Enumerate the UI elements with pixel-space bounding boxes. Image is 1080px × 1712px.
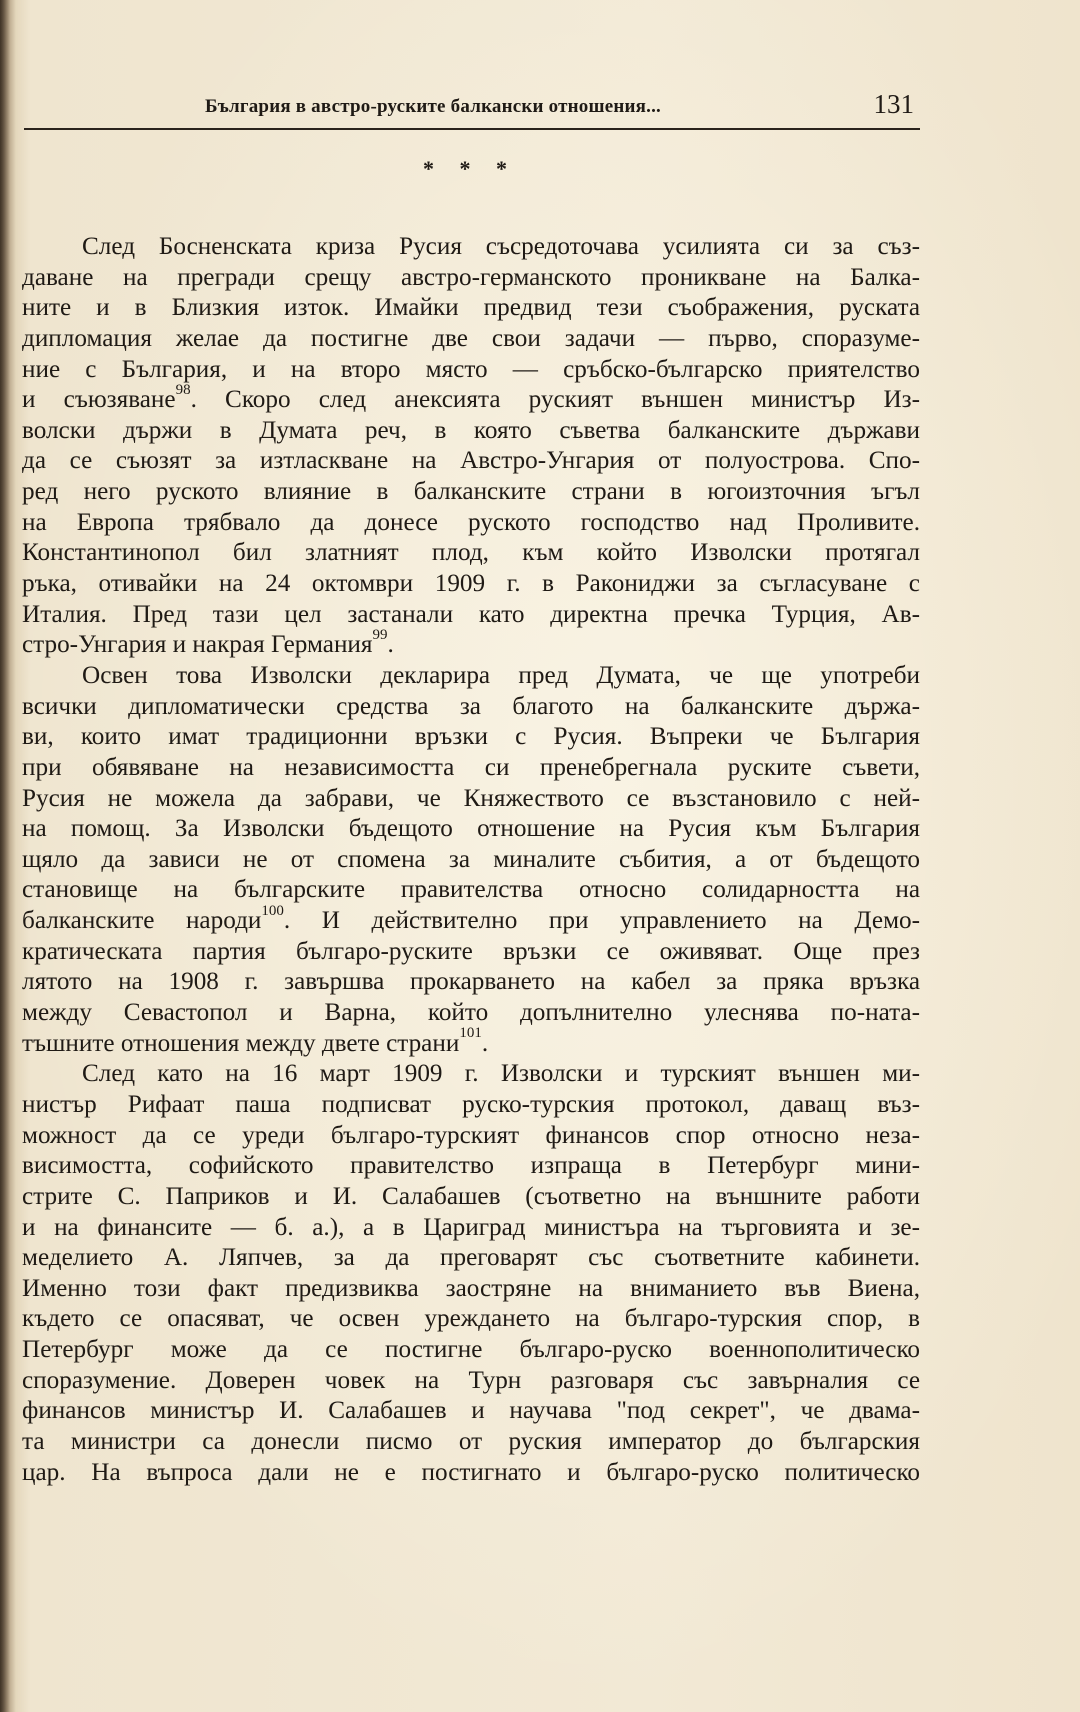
line-text: да се съюзят за изтласкване на Австро-Унгария от полуострова. Спо-: [22, 447, 920, 475]
text-line: [22, 569, 920, 600]
line-text: тъшните отношения между двете страни: [22, 1029, 460, 1057]
footnote-marker: 100: [261, 902, 284, 919]
text-line: [22, 446, 920, 477]
text-line: [22, 1121, 920, 1152]
line-text: всички дипломатически средства за благото на балканските държа-: [22, 692, 920, 720]
line-text: балканските народи: [22, 907, 262, 935]
spine-shadow: [0, 0, 10, 1712]
text-line: [22, 477, 920, 508]
line-text: ние с България, и на второ място — сръбско-българско приятелство: [22, 355, 920, 383]
text-line: [22, 508, 920, 539]
running-head: [22, 86, 920, 126]
line-text: След Босненската криза Русия съсредоточава усилията си за съз-: [82, 233, 920, 260]
line-text: ръка, отивайки на 24 октомври 1909 г. в Ракониджи за съгласуване с: [22, 570, 920, 598]
line-text: Константинопол бил златният плод, към който Изволски протягал: [22, 539, 920, 567]
text-line: [22, 875, 920, 906]
text-line: [22, 1274, 920, 1305]
line-text: висимостта, софийското правителство изпраща в Петербург мини-: [22, 1152, 920, 1180]
text-line: [22, 692, 920, 723]
text-line: [22, 1427, 920, 1458]
line-text: между Севастопол и Варна, който допълнително улеснява по-ната-: [22, 999, 920, 1027]
line-text: ви, които имат традиционни връзки с Русия. Въпреки че България: [22, 723, 920, 751]
line-text-after-footnote: . Скоро след анексията руският външен министър Из-: [190, 386, 920, 414]
footnote-marker: 98: [175, 381, 191, 398]
header-rule: [24, 128, 920, 130]
text-line: [22, 753, 920, 784]
text-line: [22, 1396, 920, 1427]
line-text: нистър Рифаат паша подписват руско-турския протокол, даващ въз-: [22, 1090, 920, 1118]
text-line: [22, 1335, 920, 1366]
text-line: [22, 538, 920, 569]
line-text: Освен това Изволски декларира пред Думата, че ще употреби: [82, 661, 920, 689]
text-line: [22, 232, 920, 263]
line-text: Петербург може да се постигне българо-руско военнополитическо: [22, 1336, 920, 1364]
line-text: на Европа трябвало да донесе руското господство над Проливите.: [22, 508, 920, 536]
section-separator: * * *: [423, 156, 517, 181]
line-text: щяло да зависи не от спомена за миналите събития, а от бъдещото: [22, 845, 920, 873]
text-line: [22, 626, 920, 661]
text-line: [22, 381, 920, 416]
text-line: [22, 1025, 920, 1060]
text-line: [22, 814, 920, 845]
text-line: [22, 937, 920, 968]
text-line: [22, 661, 920, 692]
line-text: и съюзяване: [22, 386, 176, 414]
body-text: [22, 232, 920, 1488]
text-line: [22, 967, 920, 998]
line-text: при обявяване на независимостта си пренебрегнала руските съвети,: [22, 753, 920, 781]
line-text: финансов министър И. Салабашев и научава "под секрет", че двама-: [22, 1397, 920, 1425]
text-line: [22, 722, 920, 753]
line-text: дипломация желае да постигне две свои задачи — първо, споразуме-: [22, 324, 920, 352]
text-line: [22, 1458, 920, 1489]
line-text-after-footnote: . И действително при управлението на Демо-: [283, 907, 920, 935]
text-line: [22, 784, 920, 815]
line-text: лятото на 1908 г. завършва прокарването на кабел за пряка връзка: [22, 968, 920, 996]
text-line: [22, 1243, 920, 1274]
line-text: можност да се уреди българо-турският финансов спор относно неза-: [22, 1121, 920, 1149]
text-line: [22, 416, 920, 447]
text-line: [22, 324, 920, 355]
text-line: [22, 600, 920, 631]
text-line: [22, 902, 920, 937]
line-text: стрите С. Паприков и И. Салабашев (съответно на външните работи: [22, 1182, 920, 1210]
line-text: та министри са донесли писмо от руския император до българския: [22, 1427, 920, 1455]
line-text: и на финансите — б. а.), а в Цариград министъра на търговията и зе-: [22, 1213, 920, 1241]
text-line: [22, 1304, 920, 1335]
text-line: [22, 1151, 920, 1182]
line-text: Именно този факт предизвиква заостряне на вниманието във Виена,: [22, 1274, 920, 1302]
text-line: [22, 1366, 920, 1397]
line-text: меделието А. Ляпчев, за да преговарят със съответните кабинети.: [22, 1244, 920, 1272]
line-text: където се опасяват, че освен уреждането на българо-турския спор, в: [22, 1305, 920, 1333]
text-line: [22, 1090, 920, 1121]
line-text: Русия не можела да забрави, че Княжеството се възстановило с ней-: [22, 784, 920, 812]
text-line: [22, 355, 920, 386]
text-line: [22, 293, 920, 324]
line-text: След като на 16 март 1909 г. Изволски и турският външен ми-: [82, 1060, 920, 1088]
line-text: кратическата партия българо-руските връзки се оживяват. Още през: [22, 937, 920, 965]
line-text: споразумение. Доверен човек на Турн разговаря със завърналия се: [22, 1366, 920, 1394]
line-text: даване на прегради срещу австро-германското проникване на Балка-: [22, 263, 920, 291]
footnote-marker: 101: [459, 1025, 482, 1042]
line-text: цар. На въпроса дали не е постигнато и българо-руско политическо: [22, 1458, 920, 1486]
text-line: [22, 1182, 920, 1213]
line-text: Италия. Пред тази цел застанали като директна пречка Турция, Ав-: [22, 600, 920, 628]
text-line: [22, 1213, 920, 1244]
line-text: волски държи в Думата реч, в която съветва балканските държави: [22, 416, 920, 444]
line-text: ред него руското влияние в балканските страни в югоизточния ъгъл: [22, 478, 920, 506]
line-text-after-footnote: .: [387, 631, 394, 659]
line-text-after-footnote: .: [481, 1029, 489, 1057]
text-line: [22, 263, 920, 294]
footnote-marker: 99: [372, 626, 388, 643]
line-text: стро-Унгария и накрая Германия: [22, 631, 373, 659]
line-text: становище на българските правителства относно солидарността на: [22, 876, 920, 904]
page-number: 131: [873, 89, 914, 119]
text-line: [22, 1059, 920, 1090]
line-text: на помощ. За Изволски бъдещото отношение на Русия към България: [22, 815, 920, 843]
running-title: България в австро-руските балкански отношения...: [205, 96, 661, 117]
text-line: [22, 845, 920, 876]
line-text: ните и в Близкия изток. Имайки предвид тези съображения, руската: [22, 294, 920, 322]
